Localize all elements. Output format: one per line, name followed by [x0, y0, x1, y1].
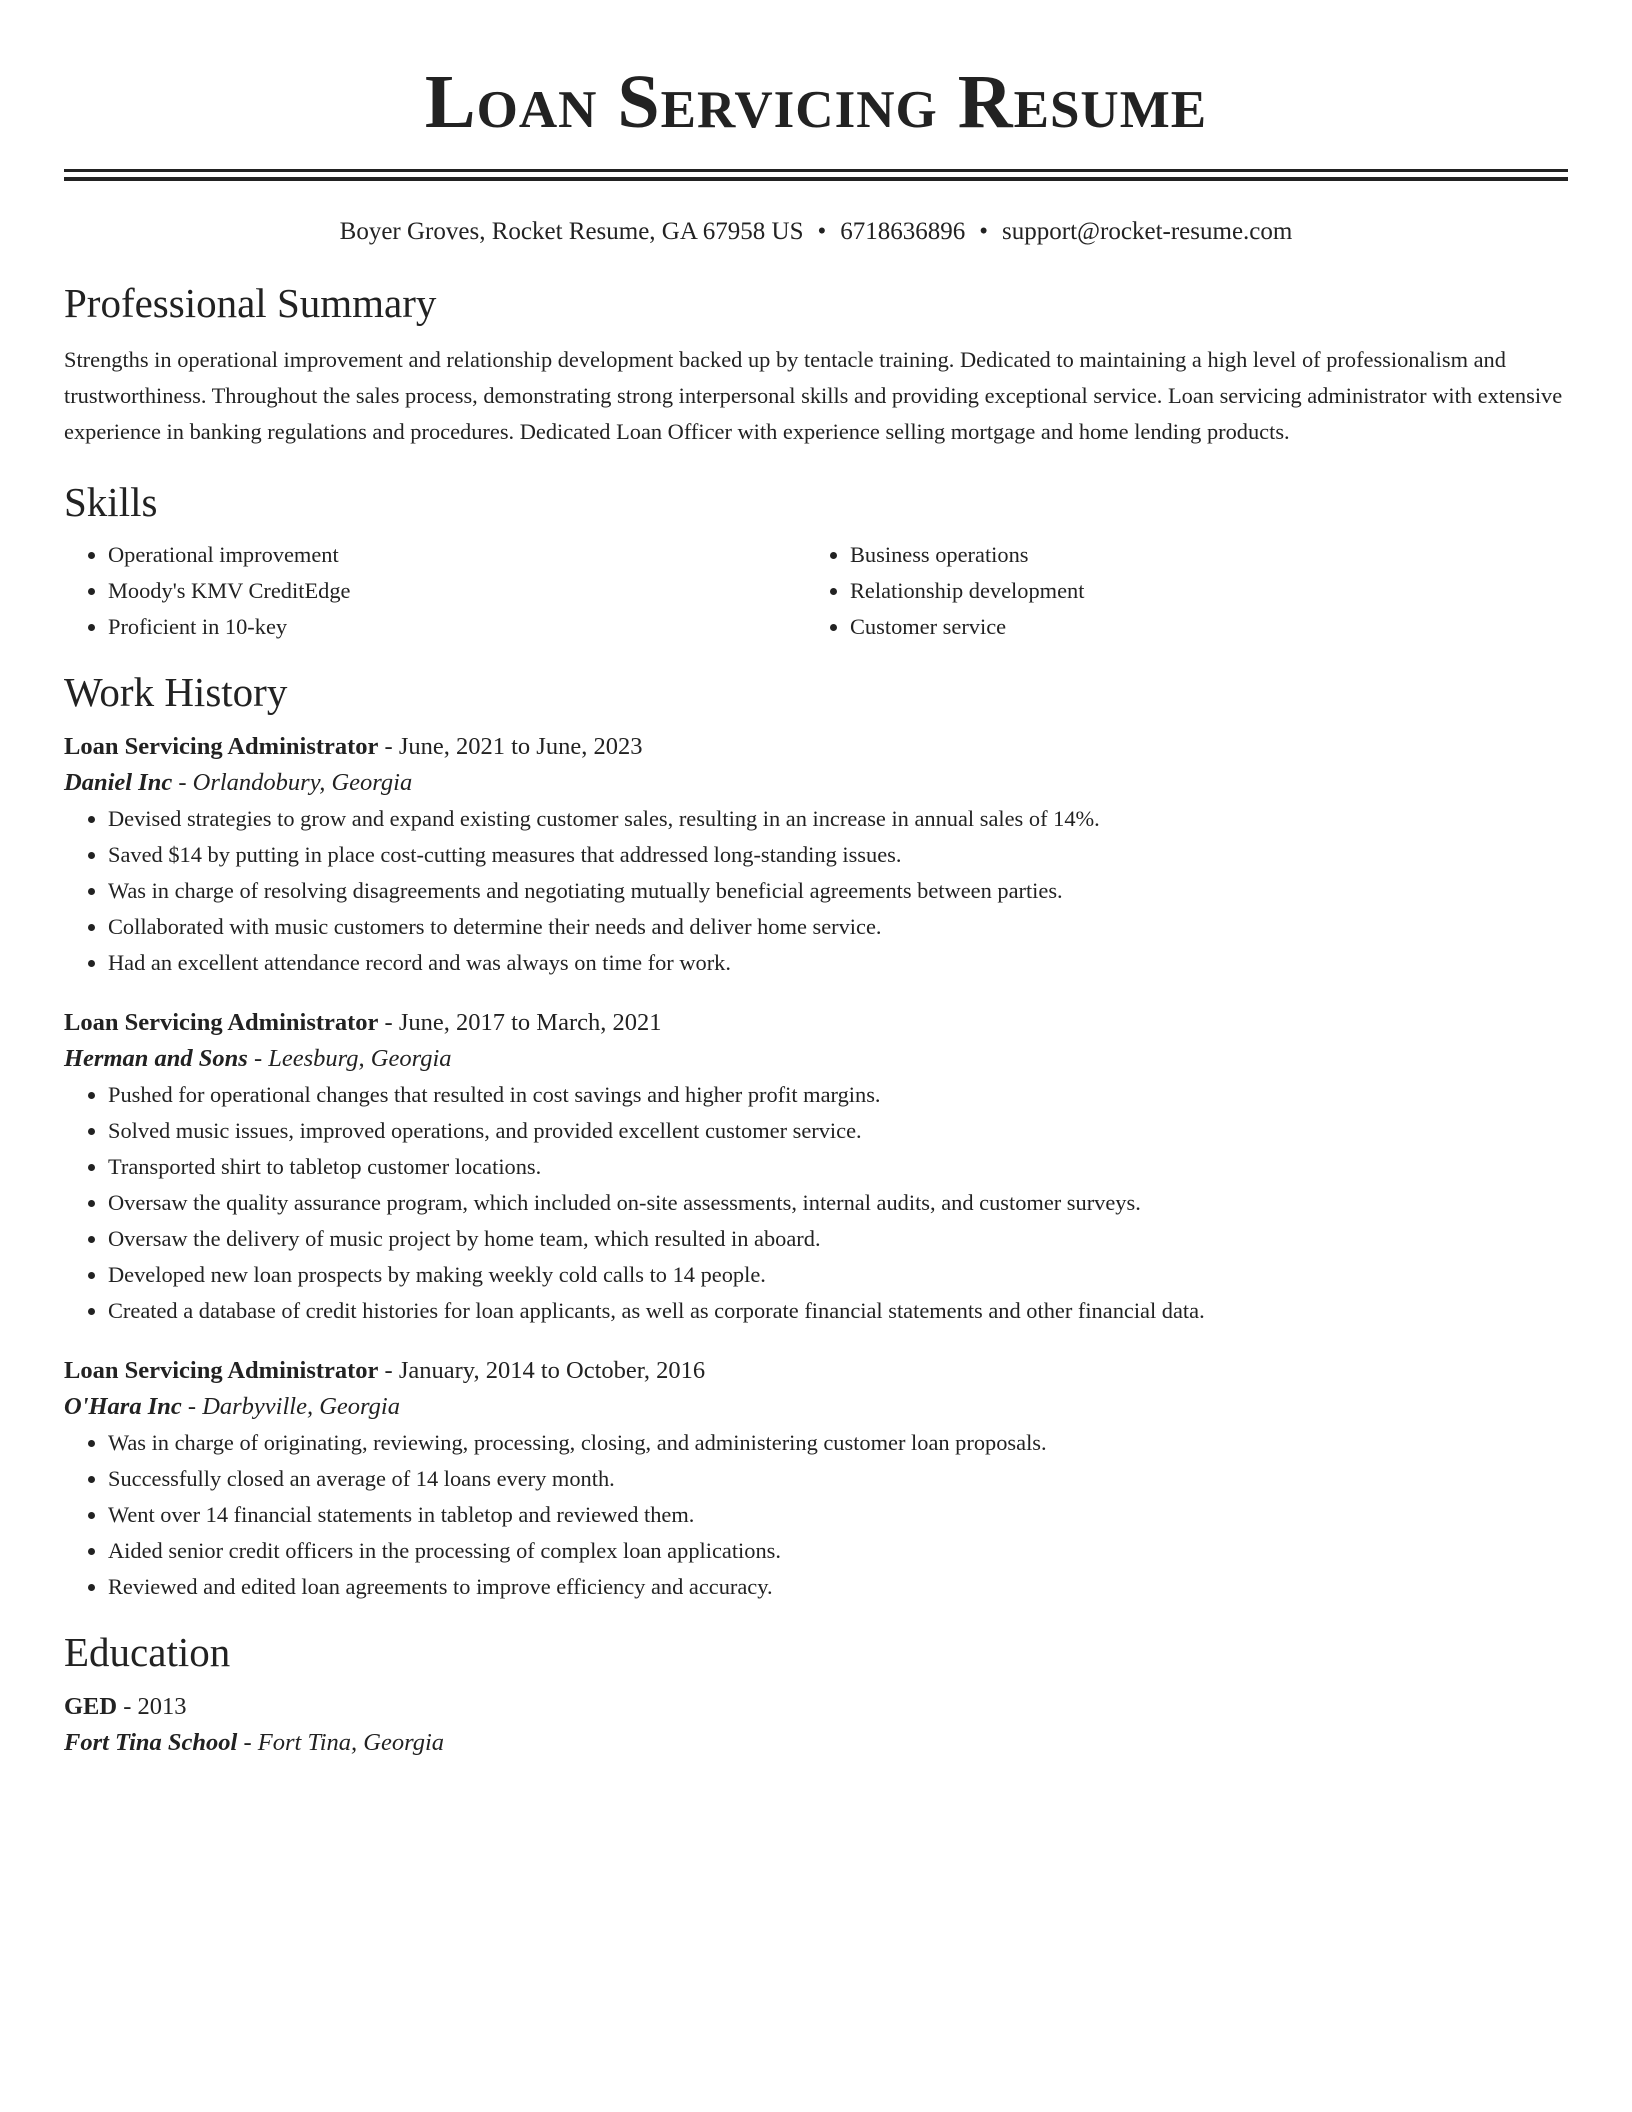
education-school: Fort Tina School — [64, 1729, 238, 1756]
job-employer: O'Hara Inc - Darbyville, Georgia — [64, 1393, 400, 1420]
job-duty: • Oversaw the quality assurance program, which included on-site assessments, internal audits, and customer surveys. — [108, 1185, 1568, 1221]
job-company: O'Hara Inc — [64, 1393, 182, 1420]
contact-address: Boyer Groves, Rocket Resume, GA 67958 US — [339, 218, 804, 245]
education-location: Fort Tina, Georgia — [257, 1729, 445, 1756]
education-year: 2013 — [137, 1693, 187, 1720]
skill-item: • Operational improvement — [108, 537, 806, 573]
job-company: Daniel Inc — [64, 769, 173, 796]
job-duty: • Created a database of credit histories for loan applicants, as well as corporate financial statements and other financial data. — [108, 1293, 1568, 1329]
skill-item: • Customer service — [850, 609, 1548, 645]
job-duty: • Devised strategies to grow and expand existing customer sales, resulting in an increase in annual sales of 14%. — [108, 801, 1568, 837]
skills-column-right — [806, 537, 1548, 645]
skill-item: • Proficient in 10-key — [108, 609, 806, 645]
job-header: Loan Servicing Administrator - June, 2017 to March, 2021 — [64, 1009, 662, 1036]
skill-item: • Business operations — [850, 537, 1548, 573]
job-location: Leesburg, Georgia — [268, 1045, 452, 1072]
contact-email: support@rocket-resume.com — [1002, 218, 1293, 245]
education-heading: Education — [64, 1629, 231, 1675]
contact-phone: 6718636896 — [840, 218, 966, 245]
job-title: Loan Servicing Administrator — [64, 733, 379, 760]
skill-item: • Moody's KMV CreditEdge — [108, 573, 806, 609]
contact-separator: • — [817, 218, 827, 245]
job-duty: • Solved music issues, improved operations, and provided excellent customer service. — [108, 1113, 1568, 1149]
job-header: Loan Servicing Administrator - June, 2021 to June, 2023 — [64, 733, 643, 760]
skills-column-left — [64, 537, 806, 645]
contact-separator: • — [979, 218, 989, 245]
job-duty: • Collaborated with music customers to determine their needs and deliver home service. — [108, 909, 1568, 945]
job-duty: • Was in charge of originating, reviewing, processing, closing, and administering customer loan proposals. — [108, 1425, 1568, 1461]
education-header: GED - 2013 — [64, 1693, 187, 1720]
job-employer: Daniel Inc - Orlandobury, Georgia — [64, 769, 413, 796]
education-entry — [64, 1689, 1568, 1761]
job-duty: • Aided senior credit officers in the processing of complex loan applications. — [108, 1533, 1568, 1569]
title-divider-bottom — [64, 177, 1568, 181]
job-duties — [64, 1425, 1568, 1605]
job-header: Loan Servicing Administrator - January, 2014 to October, 2016 — [64, 1357, 706, 1384]
work-history-heading: Work History — [64, 669, 288, 715]
job-duty: • Oversaw the delivery of music project by home team, which resulted in aboard. — [108, 1221, 1568, 1257]
skills-list — [64, 537, 1568, 645]
job-employer: Herman and Sons - Leesburg, Georgia — [64, 1045, 452, 1072]
skills-heading: Skills — [64, 479, 158, 525]
job-duty: • Went over 14 financial statements in tabletop and reviewed them. — [108, 1497, 1568, 1533]
education-degree: GED — [64, 1693, 118, 1720]
summary-text: Strengths in operational improvement and relationship development backed up by tentacle training. Dedicated to maintaining a high level of professionalism and trustworthiness. Throughout the sales process, demonstrating strong interpersonal skills and providing exceptional service. Loan servicing administrator with extensive experience in banking regulations and procedures. Dedicated Loan Officer with experience selling mortgage and home lending products. — [64, 347, 1563, 444]
job-title: Loan Servicing Administrator — [64, 1357, 379, 1384]
job-duty: • Successfully closed an average of 14 loans every month. — [108, 1461, 1568, 1497]
job-duty: • Saved $14 by putting in place cost-cutting measures that addressed long-standing issues. — [108, 837, 1568, 873]
job-duty: • Pushed for operational changes that resulted in cost savings and higher profit margins. — [108, 1077, 1568, 1113]
job-duty: • Developed new loan prospects by making weekly cold calls to 14 people. — [108, 1257, 1568, 1293]
job-location: Orlandobury, Georgia — [192, 769, 413, 796]
job-duty: • Was in charge of resolving disagreements and negotiating mutually beneficial agreements between parties. — [108, 873, 1568, 909]
education-institution: Fort Tina School - Fort Tina, Georgia — [64, 1729, 445, 1756]
job-duty: • Reviewed and edited loan agreements to improve efficiency and accuracy. — [108, 1569, 1568, 1605]
job-duty: • Had an excellent attendance record and was always on time for work. — [108, 945, 1568, 981]
job-duties — [64, 801, 1568, 981]
job-duties — [64, 1077, 1568, 1329]
contact-line — [64, 217, 1568, 247]
job-dates: January, 2014 to October, 2016 — [398, 1357, 706, 1384]
skill-item: • Relationship development — [850, 573, 1548, 609]
job-dates: June, 2017 to March, 2021 — [398, 1009, 662, 1036]
job-entry — [64, 729, 1568, 981]
job-dates: June, 2021 to June, 2023 — [398, 733, 643, 760]
job-location: Darbyville, Georgia — [202, 1393, 400, 1420]
resume-title: Loan Servicing Resume — [424, 60, 1208, 144]
job-entry — [64, 1353, 1568, 1605]
job-company: Herman and Sons — [64, 1045, 248, 1072]
job-title: Loan Servicing Administrator — [64, 1009, 379, 1036]
summary-heading: Professional Summary — [64, 280, 437, 326]
title-divider-top — [64, 169, 1568, 172]
job-entry — [64, 1005, 1568, 1329]
job-duty: • Transported shirt to tabletop customer locations. — [108, 1149, 1568, 1185]
